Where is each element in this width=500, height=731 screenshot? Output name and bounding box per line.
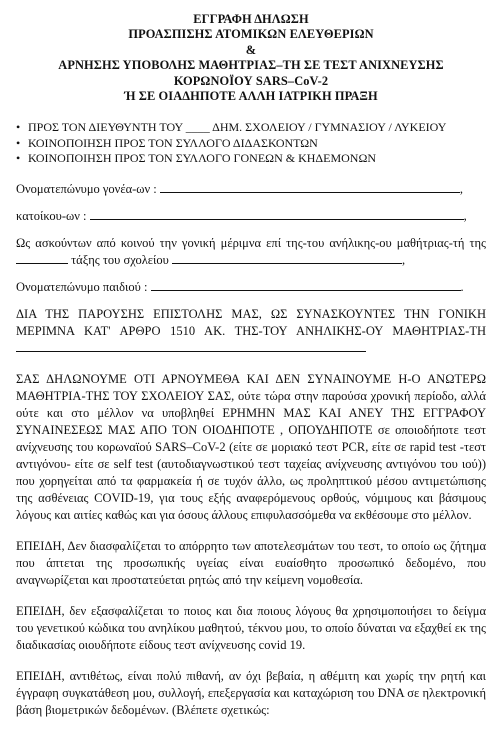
- comma: ,: [463, 208, 467, 223]
- bullet-icon: •: [16, 135, 21, 150]
- title-line-4: ΑΡΝΗΣΗΣ ΥΠΟΒΟΛΗΣ ΜΑΘΗΤΡΙΑΣ–ΤΗ ΣΕ ΤΕΣΤ ΑΝΙΧΝΕΥΣΗΣ: [58, 58, 444, 73]
- student-name-field[interactable]: [16, 340, 366, 352]
- recipient-text: ΠΡΟΣ ΤΟΝ ΔΙΕΥΘΥΝΤΗ ΤΟΥ ____ ΔΗΜ. ΣΧΟΛΕΙΟΥ / ΓΥΜΝΑΣΙΟΥ / ΛΥΚΕΙΟΥ: [28, 120, 447, 135]
- bullet-icon: •: [16, 120, 21, 135]
- body-paragraph: ΣΑΣ ΔΗΛΩΝΟΥΜΕ ΟΤΙ ΑΡΝΟΥΜΕΘΑ ΚΑΙ ΔΕΝ ΣΥΝΑΙΝΟΥΜΕ Η-Ο ΑΝΩΤΕΡΩ ΜΑΘΗΤΡΙΑ-ΤΗΣ ΤΟΥ ΣΧΟΛΕΙΟΥ ΣΑΣ, ούτε τώρα στην παρούσα χρονική περίοδο, αλλά ούτε και στο μέλλον να υποβληθεί ΕΡΗΜΗΝ ΜΑΣ ΚΑΙ ΑΝΕΥ ΤΗΣ ΕΓΓΡΑΦΟΥ ΣΥΝΑΙΝΕΣΕΩΣ ΜΑΣ ΑΠΟ ΤΟΝ ΟΙΟΔΗΠΟΤΕ , ΟΠΟΥΔΗΠΟΤΕ σε οποιοδήποτε τεστ ανίχνευσης του κορωναϊού SARS–CoV-2 (είτε σε μοριακό τεστ PCR, είτε σε rapid test -τεστ αντιγόνου- είτε σε self test (αυτοδιαγνωστικού τεστ ταχείας ανίχνευσης αντιγόνου του ιού)) που χορηγείται από τα φαρμακεία ή σε τυχόν άλλο, ως προληπτικού μέσου αντιμετώπισης της ασθένειας COVID-19, για τους εξής αναφερόμενους ορθούς, νόμιμους και βάσιμους λόγους και αιτίες καθώς και για όσους άλλους επιφυλασσόμεθα να εκθέσουμε στο μέλλον.: [16, 371, 486, 522]
- child-name-field[interactable]: [151, 279, 461, 291]
- school-field[interactable]: [172, 252, 402, 264]
- guardian-the: της: [469, 235, 487, 250]
- recipient-item: [16, 151, 486, 167]
- guardian-prefix: Ως ασκούντων από κοινού την γονική μέριμνα επί της-του ανήλικης-ου μαθήτριας-τή: [16, 235, 465, 250]
- parent-name-label: Ονοματεπώνυμο γονέα-ων :: [16, 181, 157, 196]
- comma: ,: [459, 181, 464, 196]
- child-name-row: [16, 279, 486, 296]
- body-paragraph: ΕΠΕΙΔΗ, Δεν διασφαλίζεται το απόρρητο των αποτελεσμάτων του τεστ, το οποίο ως ζήτημα που άπτεται της προσωπικής υγείας είναι ευαίσθητο προσωπικό δεδομένο, που αναγνωρίζεται και προστατεύεται ρητώς από την κείμενη νομοθεσία.: [16, 538, 486, 587]
- title-line-6: Ή ΣΕ ΟΙΑΔΗΠΟΤΕ ΑΛΛΗ ΙΑΤΡΙΚΗ ΠΡΑΞΗ: [124, 89, 378, 104]
- recipient-text: ΚΟΙΝΟΠΟΙΗΣΗ ΠΡΟΣ ΤΟΝ ΣΥΛΛΟΓΟ ΔΙΔΑΣΚΟΝΤΩΝ: [28, 135, 318, 150]
- parent-name-field[interactable]: [160, 181, 460, 193]
- residence-field[interactable]: [90, 208, 464, 220]
- body-paragraph: ΕΠΕΙΔΗ, αντιθέτως, είναι πολύ πιθανή, αν όχι βεβαία, η αθέμιτη και χωρίς την ρητή και έγγραφη συγκατάθεση μου, συλλογή, επεξεργασία και καταχώριση του DNA σε ηλεκτρονική βάση βιομετρικών δεδομένων. (Βλέπετε σχετικώς:: [16, 668, 486, 717]
- guardian-statement: [16, 235, 486, 269]
- title-line-2: ΠΡΟΑΣΠΙΣΗΣ ΑΤΟΜΙΚΩΝ ΕΛΕΥΘΕΡΙΩΝ: [128, 27, 374, 42]
- recipient-item: [16, 120, 486, 136]
- bullet-icon: •: [16, 151, 21, 166]
- period: .: [460, 279, 464, 294]
- parent-name-row: [16, 181, 486, 198]
- body-paragraph: ΕΠΕΙΔΗ, δεν εξασφαλίζεται το ποιος και δια ποιους λόγους θα χρησιμοποιήσει το δείγμα του γενετικού κώδικα του ανηλίκου μαθητού, τέκνου μου, το οποίο δύναται να εξαχθεί εκ της διαδικασίας οιουδήποτε είδους τεστ ανίχνευσης covid 19.: [16, 603, 486, 652]
- title-line-3: &: [245, 42, 257, 57]
- declaration-text: ΔΙΑ ΤΗΣ ΠΑΡΟΥΣΗΣ ΕΠΙΣΤΟΛΗΣ ΜΑΣ, ΩΣ ΣΥΝΑΣΚΟΥΝΤΕΣ ΤΗΝ ΓΟΝΙΚΗ ΜΕΡΙΜΝΑ ΚΑΤ' ΑΡΘΡΟ 1510 ΑΚ. ΤΗΣ-ΤΟΥ ΑΝΗΛΙΚΗΣ-ΟΥ ΜΑΘΗΤΡΙΑΣ-ΤΗ: [16, 306, 486, 338]
- guardian-class: τάξης του σχολείου: [71, 252, 169, 267]
- child-name-label: Ονοματεπώνυμο παιδιού :: [16, 279, 148, 294]
- recipient-text: ΚΟΙΝΟΠΟΙΗΣΗ ΠΡΟΣ ΤΟΝ ΣΥΛΛΟΓΟ ΓΟΝΕΩΝ & ΚΗΔΕΜΟΝΩΝ: [28, 151, 377, 166]
- recipient-item: [16, 136, 486, 152]
- title-line-1: ΕΓΓΡΑΦΗ ΔΗΛΩΣΗ: [193, 12, 309, 26]
- declaration-paragraph: [16, 306, 486, 357]
- class-field[interactable]: [16, 252, 68, 264]
- title-line-5: ΚΟΡΩΝΟΪΟΥ SARS–CoV-2: [173, 73, 329, 88]
- recipients-list: [16, 120, 486, 167]
- residence-label: κατοίκου-ων :: [16, 208, 87, 223]
- residence-row: [16, 208, 486, 225]
- document-title: [16, 12, 486, 104]
- comma: ,: [401, 252, 406, 267]
